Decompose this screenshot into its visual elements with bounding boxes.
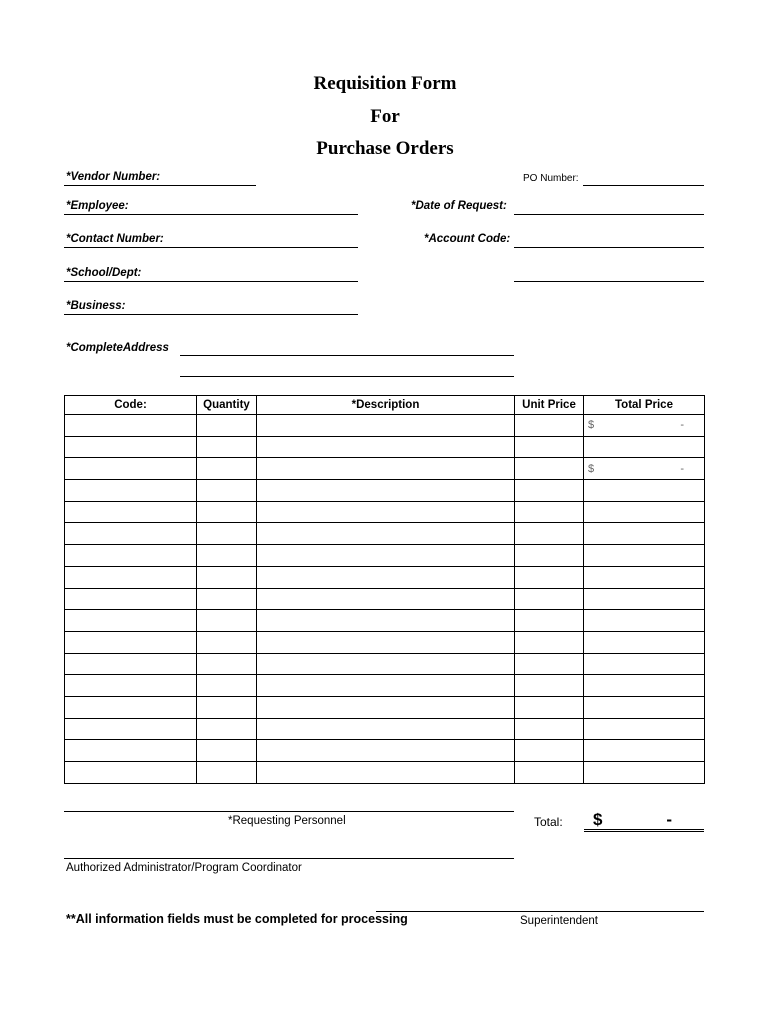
code-cell[interactable] — [65, 631, 197, 653]
contact-number-field[interactable] — [64, 247, 358, 248]
description-cell[interactable] — [257, 631, 515, 653]
code-cell[interactable] — [65, 675, 197, 697]
superintendent-signature-line[interactable] — [376, 911, 704, 912]
quantity-cell[interactable] — [197, 545, 257, 567]
table-row — [65, 718, 705, 740]
table-row — [65, 762, 705, 784]
unit-price-cell[interactable] — [515, 588, 584, 610]
code-cell[interactable] — [65, 762, 197, 784]
table-row — [65, 415, 705, 437]
authorized-admin-label: Authorized Administrator/Program Coordinator — [66, 862, 302, 874]
quantity-cell[interactable] — [197, 675, 257, 697]
code-cell[interactable] — [65, 458, 197, 480]
description-cell[interactable] — [257, 762, 515, 784]
code-cell[interactable] — [65, 480, 197, 502]
total-dash: - — [680, 419, 684, 432]
currency-symbol: $ — [588, 462, 595, 475]
unit-price-cell[interactable] — [515, 523, 584, 545]
requesting-personnel-label: *Requesting Personnel — [228, 815, 346, 827]
description-cell[interactable] — [257, 501, 515, 523]
total-price-cell[interactable] — [584, 566, 705, 588]
description-cell[interactable] — [257, 675, 515, 697]
currency-symbol: $ — [588, 419, 595, 432]
address-line-1-field[interactable] — [180, 355, 514, 356]
description-cell[interactable] — [257, 566, 515, 588]
total-price-cell[interactable] — [584, 696, 705, 718]
table-row — [65, 480, 705, 502]
description-cell[interactable] — [257, 740, 515, 762]
table-row — [65, 545, 705, 567]
unit-price-cell[interactable] — [515, 762, 584, 784]
form-title-for: For — [370, 106, 400, 127]
quantity-cell[interactable] — [197, 480, 257, 502]
account-code-label: *Account Code: — [424, 233, 511, 245]
table-row — [65, 675, 705, 697]
quantity-cell[interactable] — [197, 415, 257, 437]
code-cell[interactable] — [65, 588, 197, 610]
total-price-cell[interactable] — [584, 631, 705, 653]
total-amount — [584, 810, 704, 832]
unit-price-cell[interactable] — [515, 718, 584, 740]
quantity-cell[interactable] — [197, 631, 257, 653]
total-price-cell[interactable] — [584, 740, 705, 762]
code-cell[interactable] — [65, 610, 197, 632]
unit-price-cell[interactable] — [515, 675, 584, 697]
description-cell[interactable] — [257, 610, 515, 632]
header-description: *Description — [257, 396, 515, 415]
description-cell[interactable] — [257, 545, 515, 567]
header-unit-price: Unit Price — [515, 396, 584, 415]
total-price-cell[interactable] — [584, 415, 705, 437]
code-cell[interactable] — [65, 696, 197, 718]
total-price-cell[interactable] — [584, 523, 705, 545]
total-value: - — [666, 810, 672, 829]
table-header-row — [65, 396, 705, 415]
total-price-cell[interactable] — [584, 653, 705, 675]
table-row — [65, 653, 705, 675]
description-cell[interactable] — [257, 653, 515, 675]
unit-price-cell[interactable] — [515, 740, 584, 762]
unit-price-cell[interactable] — [515, 566, 584, 588]
quantity-cell[interactable] — [197, 653, 257, 675]
address-line-2-field[interactable] — [180, 376, 514, 377]
table-row — [65, 696, 705, 718]
code-cell[interactable] — [65, 523, 197, 545]
quantity-cell[interactable] — [197, 740, 257, 762]
school-dept-field[interactable] — [64, 281, 358, 282]
unit-price-cell[interactable] — [515, 458, 584, 480]
date-of-request-label: *Date of Request: — [411, 200, 507, 212]
quantity-cell[interactable] — [197, 718, 257, 740]
total-price-cell[interactable] — [584, 675, 705, 697]
table-row — [65, 631, 705, 653]
employee-field[interactable] — [64, 214, 358, 215]
total-price-cell[interactable] — [584, 458, 705, 480]
quantity-cell[interactable] — [197, 610, 257, 632]
header-total-price: Total Price — [584, 396, 705, 415]
description-cell[interactable] — [257, 718, 515, 740]
description-cell[interactable] — [257, 458, 515, 480]
table-row — [65, 610, 705, 632]
description-cell[interactable] — [257, 480, 515, 502]
description-cell[interactable] — [257, 436, 515, 458]
quantity-cell[interactable] — [197, 566, 257, 588]
quantity-cell[interactable] — [197, 501, 257, 523]
header-quantity: Quantity — [197, 396, 257, 415]
business-field[interactable] — [64, 314, 358, 315]
total-price-cell[interactable] — [584, 762, 705, 784]
description-cell[interactable] — [257, 523, 515, 545]
unit-price-cell[interactable] — [515, 436, 584, 458]
quantity-cell[interactable] — [197, 458, 257, 480]
vendor-number-label: *Vendor Number: — [66, 171, 161, 183]
code-cell[interactable] — [65, 653, 197, 675]
table-row — [65, 458, 705, 480]
authorized-admin-signature-line[interactable] — [64, 858, 514, 859]
total-price-cell[interactable] — [584, 610, 705, 632]
table-row — [65, 523, 705, 545]
total-label: Total: — [534, 815, 563, 829]
table-row — [65, 588, 705, 610]
total-currency-symbol: $ — [593, 810, 603, 829]
total-price-cell[interactable] — [584, 501, 705, 523]
quantity-cell[interactable] — [197, 523, 257, 545]
table-row — [65, 566, 705, 588]
unit-price-cell[interactable] — [515, 696, 584, 718]
unit-price-cell[interactable] — [515, 610, 584, 632]
code-cell[interactable] — [65, 566, 197, 588]
quantity-cell[interactable] — [197, 762, 257, 784]
table-row — [65, 740, 705, 762]
unit-price-cell[interactable] — [515, 545, 584, 567]
complete-address-label: *CompleteAddress — [66, 342, 169, 354]
quantity-cell[interactable] — [197, 588, 257, 610]
table-row — [65, 501, 705, 523]
description-cell[interactable] — [257, 415, 515, 437]
total-price-cell[interactable] — [584, 480, 705, 502]
unit-price-cell[interactable] — [515, 631, 584, 653]
code-cell[interactable] — [65, 436, 197, 458]
form-title-purchase-orders: Purchase Orders — [316, 138, 454, 159]
completion-note: **All information fields must be completed for processing — [66, 912, 408, 926]
school-dept-label: *School/Dept: — [66, 267, 142, 279]
contact-number-label: *Contact Number: — [66, 233, 164, 245]
unit-price-cell[interactable] — [515, 653, 584, 675]
business-label: *Business: — [66, 300, 126, 312]
requesting-personnel-signature-line[interactable] — [64, 811, 514, 812]
code-cell[interactable] — [65, 740, 197, 762]
unit-price-cell[interactable] — [515, 501, 584, 523]
total-price-cell[interactable] — [584, 588, 705, 610]
extra-field[interactable] — [514, 281, 704, 282]
total-price-cell[interactable] — [584, 545, 705, 567]
total-dash: - — [680, 462, 684, 475]
header-code: Code: — [65, 396, 197, 415]
code-cell[interactable] — [65, 718, 197, 740]
description-cell[interactable] — [257, 696, 515, 718]
code-cell[interactable] — [65, 545, 197, 567]
unit-price-cell[interactable] — [515, 415, 584, 437]
account-code-field[interactable] — [514, 247, 704, 248]
total-price-cell[interactable] — [584, 718, 705, 740]
quantity-cell[interactable] — [197, 696, 257, 718]
description-cell[interactable] — [257, 588, 515, 610]
total-price-cell[interactable] — [584, 436, 705, 458]
code-cell[interactable] — [65, 501, 197, 523]
vendor-number-field[interactable] — [64, 185, 256, 186]
date-of-request-field[interactable] — [514, 214, 704, 215]
quantity-cell[interactable] — [197, 436, 257, 458]
code-cell[interactable] — [65, 415, 197, 437]
superintendent-label: Superintendent — [520, 915, 599, 927]
unit-price-cell[interactable] — [515, 480, 584, 502]
form-title: Requisition Form — [313, 73, 457, 94]
po-number-field[interactable] — [583, 185, 704, 186]
employee-label: *Employee: — [66, 200, 129, 212]
items-table — [64, 395, 705, 784]
po-number-label: PO Number: — [523, 173, 579, 184]
table-row — [65, 436, 705, 458]
